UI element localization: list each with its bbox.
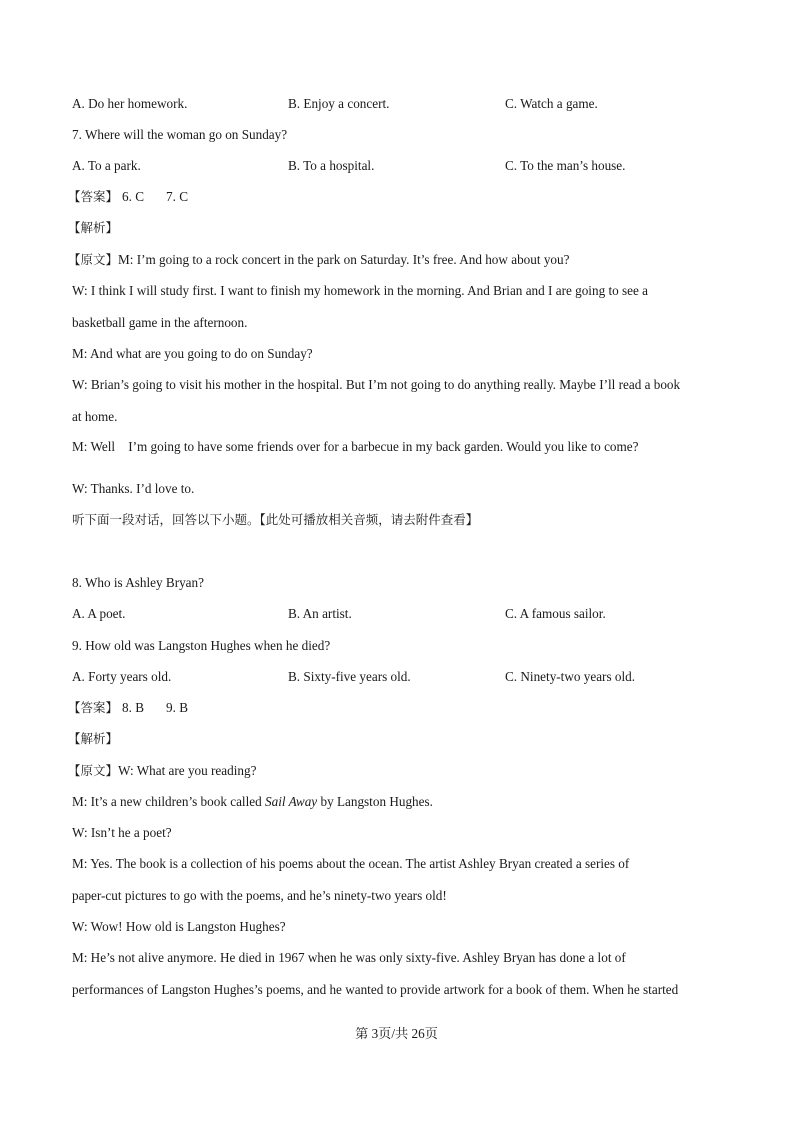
transcript-label: 【原文】 [68, 763, 119, 778]
q8-option-a: A. A poet. [72, 606, 126, 621]
q9-option-b: B. Sixty-five years old. [288, 669, 411, 684]
transcript-2-line-3: W: Isn’t he a poet? [72, 825, 172, 840]
q6-option-c: C. Watch a game. [505, 96, 598, 111]
transcript-1-line-6: at home. [72, 409, 118, 424]
transcript-2-line-7: M: He’s not alive anymore. He died in 1967 when he was only sixty-five. Ashley Bryan has done a lot of [72, 950, 626, 965]
answer-line-1 [68, 189, 188, 205]
q9-option-c: C. Ninety-two years old. [505, 669, 636, 684]
q8-option-b: B. An artist. [288, 606, 352, 621]
transcript-1-line-4: M: And what are you going to do on Sunday? [72, 346, 313, 361]
transcript-1-line-1: 【原文】M: I’m going to a rock concert in the park on Saturday. It’s free. And how about you? [68, 252, 570, 267]
q6-option-a: A. Do her homework. [72, 96, 188, 111]
answer-7: 7. C [166, 189, 188, 204]
answer-line-2 [68, 700, 188, 716]
transcript-1-line-8: W: Thanks. I’d love to. [72, 481, 195, 496]
analysis-label-2: 【解析】 [68, 731, 119, 746]
q7-option-b: B. To a hospital. [288, 158, 375, 173]
q7-option-c: C. To the man’s house. [505, 158, 626, 173]
transcript-2-line-8: performances of Langston Hughes’s poems, and he wanted to provide artwork for a book of them. When he started [72, 982, 679, 997]
page-footer: 第 3页/共 26页 [355, 1026, 438, 1041]
transcript-label: 【原文】 [68, 252, 119, 267]
answer-label: 【答案】 [68, 189, 119, 204]
transcript-1-line-7: M: Well I’m going to have some friends over for a barbecue in my back garden. Would you like to come? [72, 439, 639, 454]
transcript-2-line-2: M: It’s a new children’s book called Sail Away by Langston Hughes. [72, 794, 433, 809]
q7-option-a: A. To a park. [72, 158, 141, 173]
transcript-2-line-5: paper-cut pictures to go with the poems, and he’s ninety-two years old! [72, 888, 447, 903]
answer-label: 【答案】 [68, 700, 119, 715]
transcript-1-line-2: W: I think I will study first. I want to finish my homework in the morning. And Brian and I are going to see a [72, 283, 648, 298]
q6-option-b: B. Enjoy a concert. [288, 96, 390, 111]
q8-option-c: C. A famous sailor. [505, 606, 606, 621]
transcript-1-line-5: W: Brian’s going to visit his mother in the hospital. But I’m not going to do anything really. Maybe I’ll read a book [72, 377, 681, 392]
transcript-2-line-4: M: Yes. The book is a collection of his poems about the ocean. The artist Ashley Bryan created a series of [72, 856, 630, 871]
analysis-label-1: 【解析】 [68, 220, 119, 235]
transcript-2-line-6: W: Wow! How old is Langston Hughes? [72, 919, 286, 934]
answer-9: 9. B [166, 700, 188, 715]
book-title: Sail Away [265, 794, 318, 809]
transcript-2-line-1: 【原文】W: What are you reading? [68, 763, 257, 778]
answer-6: 6. C [122, 189, 144, 204]
q9-question: 9. How old was Langston Hughes when he died? [72, 638, 331, 653]
answer-8: 8. B [122, 700, 144, 715]
q9-option-a: A. Forty years old. [72, 669, 172, 684]
q8-question: 8. Who is Ashley Bryan? [72, 575, 204, 590]
transcript-1-line-3: basketball game in the afternoon. [72, 315, 248, 330]
listening-instruction: 听下面一段对话，回答以下小题。【此处可播放相关音频，请去附件查看】 [72, 512, 479, 527]
q7-question: 7. Where will the woman go on Sunday? [72, 127, 288, 142]
